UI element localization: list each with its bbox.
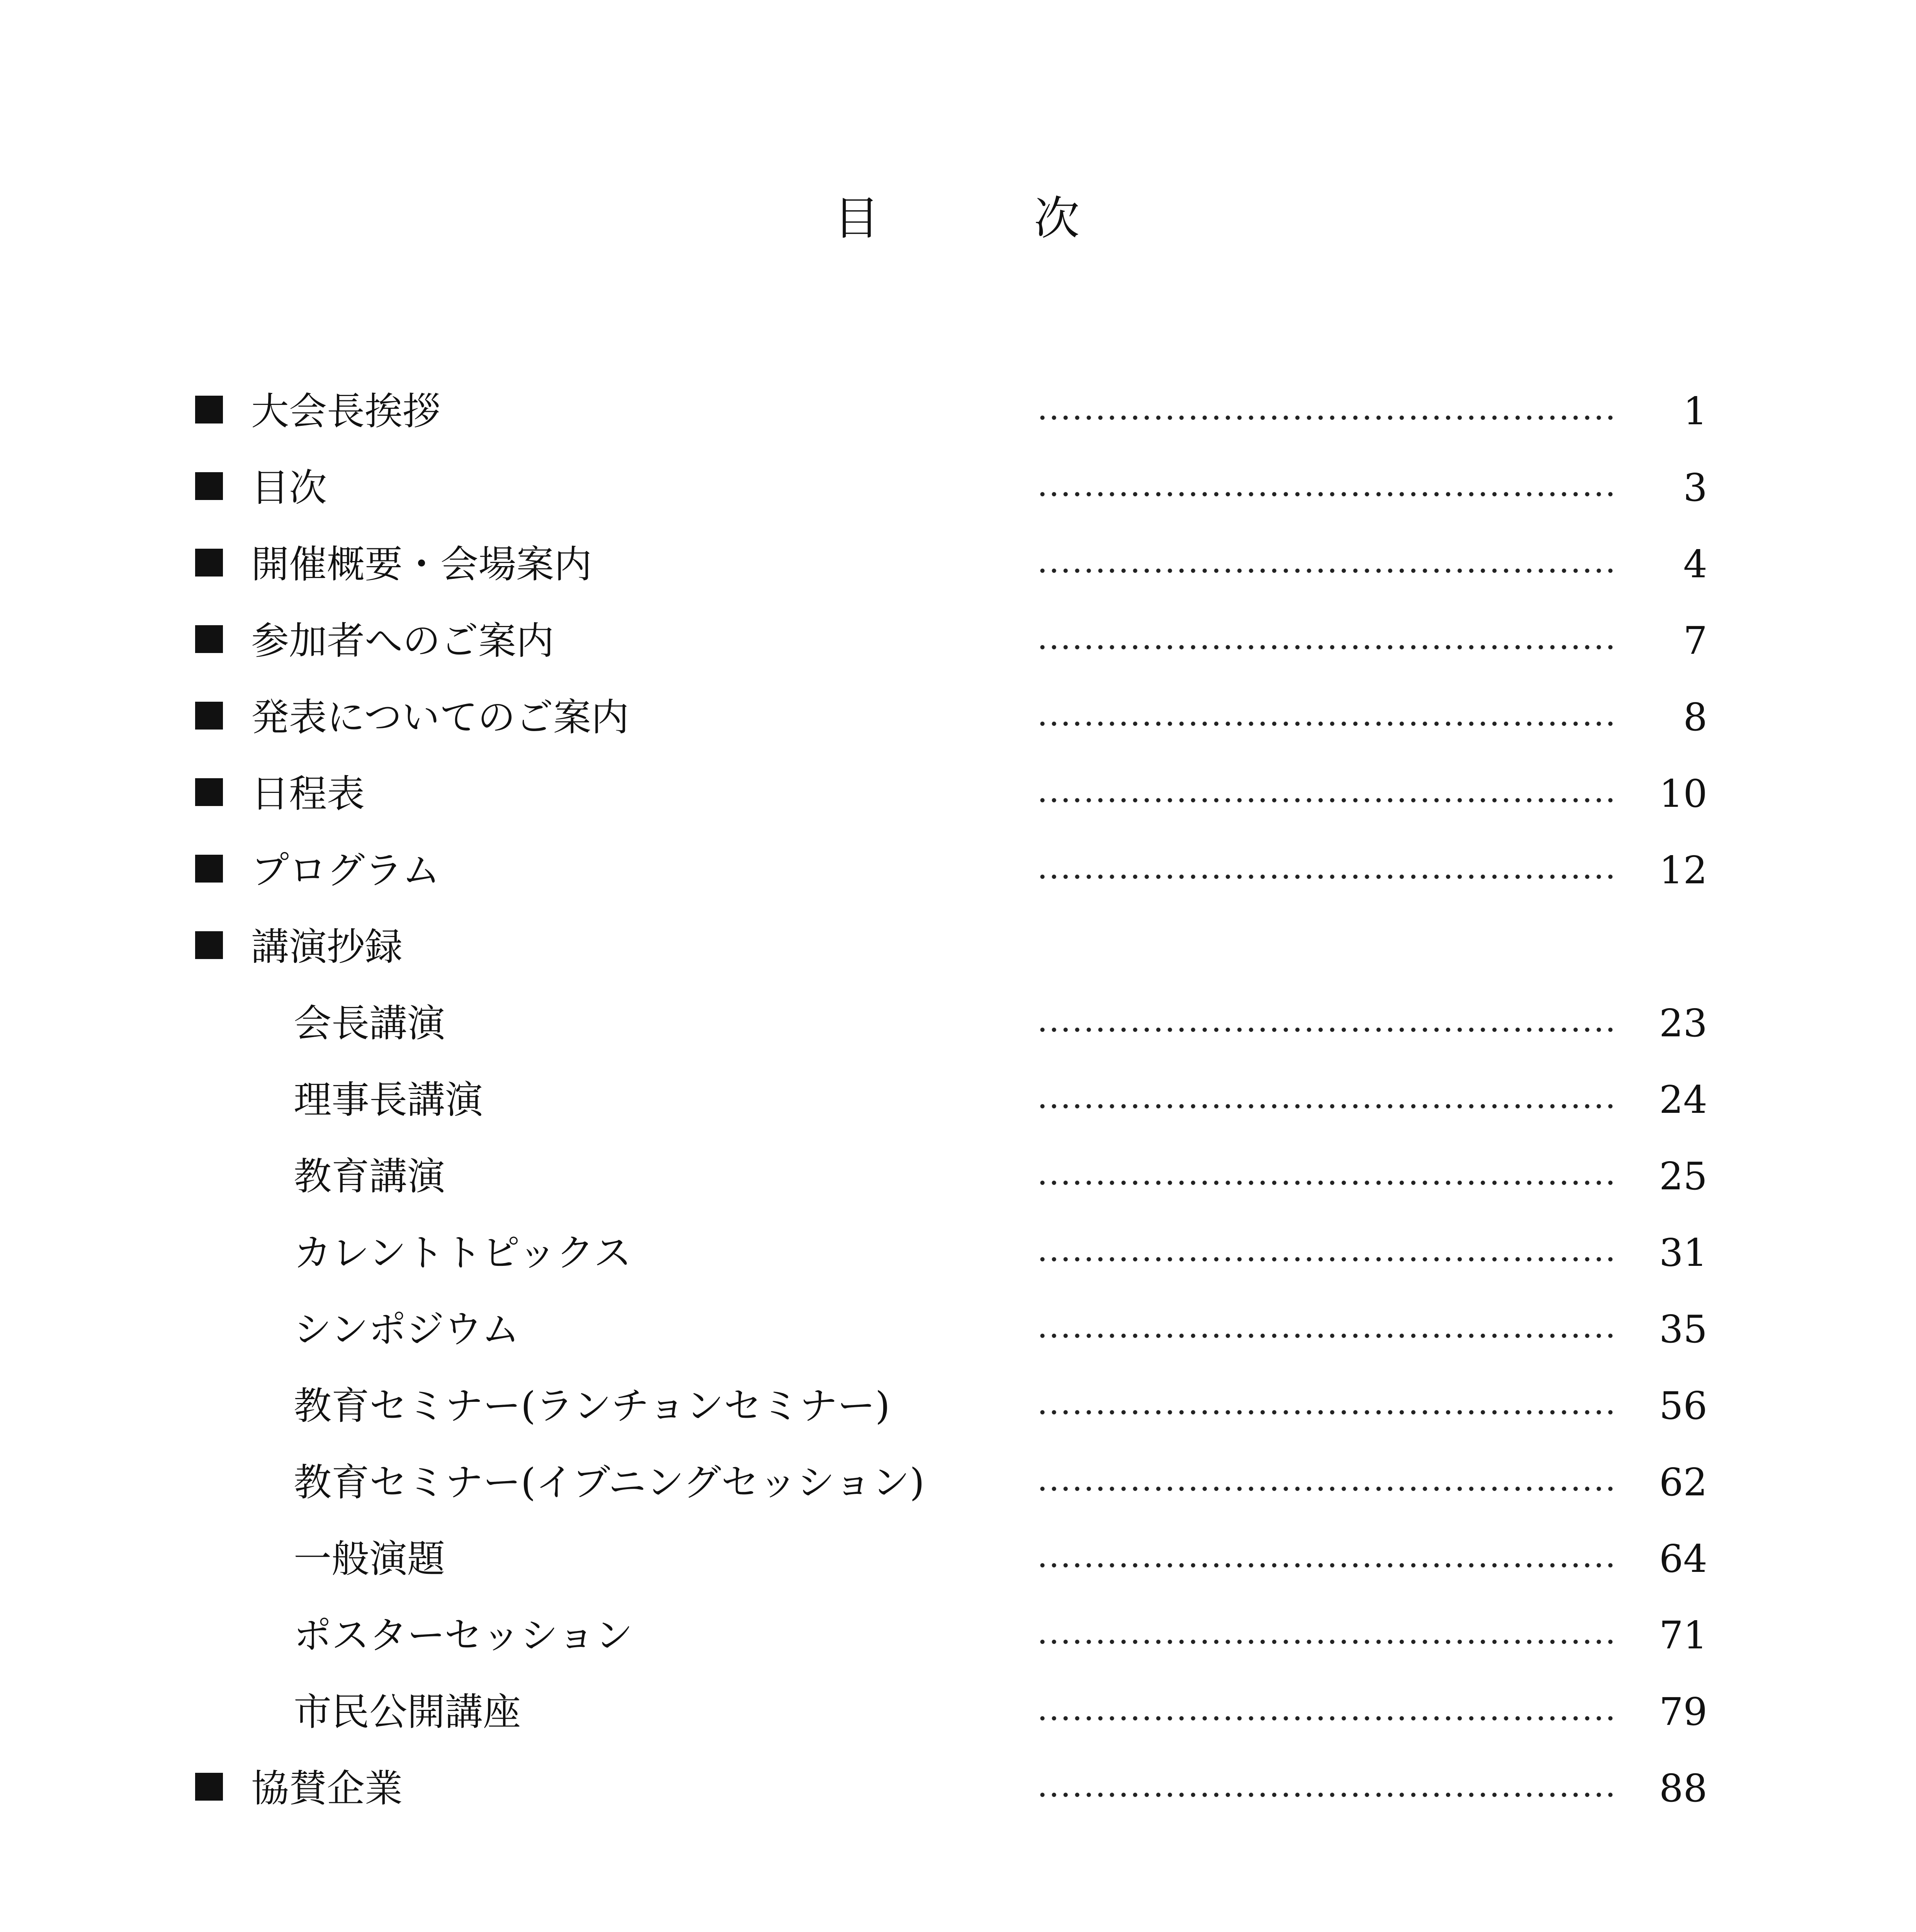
dot-leader <box>1037 1410 1618 1415</box>
title-char-1: 目 <box>834 192 880 245</box>
toc-entry-label: 一般演題 <box>294 1537 445 1581</box>
toc-entry-page: 25 <box>1659 1155 1707 1199</box>
toc-entry-page: 56 <box>1659 1384 1707 1428</box>
toc-entry-label: 日程表 <box>251 772 365 816</box>
toc-entry-overview[interactable] <box>0 526 1916 603</box>
toc-entry-participant-guide[interactable] <box>0 603 1916 679</box>
dot-leader <box>1037 1333 1618 1338</box>
toc-entry-page: 4 <box>1683 543 1707 587</box>
toc-entry-page: 7 <box>1683 619 1707 663</box>
dot-leader <box>1037 721 1618 726</box>
square-bullet-icon <box>195 396 223 423</box>
dot-leader <box>1037 1792 1618 1798</box>
toc-entry-label: 大会長挨拶 <box>251 389 441 434</box>
toc-entry-label: 教育セミナー(イブニングセッション) <box>294 1461 925 1505</box>
toc-entry-page: 12 <box>1659 849 1707 893</box>
toc-entry-contents[interactable] <box>0 450 1916 526</box>
dot-leader <box>1037 874 1618 879</box>
toc-entry-greeting[interactable] <box>0 373 1916 450</box>
toc-entry-label: カレントトピックス <box>294 1231 632 1275</box>
toc-subentry-public-lecture[interactable] <box>0 1674 1916 1750</box>
toc-entry-label: 目次 <box>251 466 327 510</box>
dot-leader <box>1037 798 1618 803</box>
square-bullet-icon <box>195 855 223 883</box>
toc-entry-page: 24 <box>1659 1078 1707 1122</box>
toc-subentry-current-topics[interactable] <box>0 1215 1916 1291</box>
toc-entry-label: 教育セミナー(ランチョンセミナー) <box>294 1384 890 1428</box>
toc-entry-label: 市民公開講座 <box>294 1690 521 1734</box>
toc-entry-label: 発表についてのご案内 <box>251 696 629 740</box>
toc-subentry-symposium[interactable] <box>0 1291 1916 1368</box>
toc-entry-page: 79 <box>1659 1690 1707 1734</box>
toc-entry-page: 71 <box>1659 1614 1707 1658</box>
page-title <box>0 180 1916 257</box>
square-bullet-icon <box>195 625 223 653</box>
toc-subentry-evening-session[interactable] <box>0 1444 1916 1521</box>
toc-subentry-chairman-lecture[interactable] <box>0 1062 1916 1138</box>
dot-leader <box>1037 1716 1618 1721</box>
toc-entry-page: 62 <box>1659 1461 1707 1505</box>
toc-entry-label: 開催概要・会場案内 <box>251 543 592 587</box>
dot-leader <box>1037 415 1618 420</box>
dot-leader <box>1037 1104 1618 1109</box>
toc-entry-label: 教育講演 <box>294 1155 445 1199</box>
square-bullet-icon <box>195 931 223 959</box>
dot-leader <box>1037 568 1618 573</box>
toc-entry-label: 会長講演 <box>294 1002 445 1046</box>
toc-subentry-poster-session[interactable] <box>0 1597 1916 1674</box>
toc-entry-page: 8 <box>1683 696 1707 740</box>
toc-section-label: 講演抄録 <box>251 925 403 969</box>
dot-leader <box>1037 492 1618 497</box>
toc-entry-presentation-guide[interactable] <box>0 679 1916 756</box>
dot-leader <box>1037 1027 1618 1032</box>
square-bullet-icon <box>195 472 223 500</box>
toc-subentry-educational-lecture[interactable] <box>0 1138 1916 1215</box>
toc-entry-program[interactable] <box>0 832 1916 909</box>
title-char-2: 次 <box>1034 192 1080 245</box>
toc-subentry-luncheon-seminar[interactable] <box>0 1368 1916 1444</box>
square-bullet-icon <box>195 1773 223 1801</box>
square-bullet-icon <box>195 778 223 806</box>
square-bullet-icon <box>195 702 223 730</box>
toc-entry-label: 参加者へのご案内 <box>251 619 554 663</box>
toc-subentry-president-lecture[interactable] <box>0 985 1916 1062</box>
square-bullet-icon <box>195 549 223 577</box>
toc-entry-page: 3 <box>1683 466 1707 510</box>
toc-entry-page: 31 <box>1659 1231 1707 1275</box>
dot-leader <box>1037 1257 1618 1262</box>
dot-leader <box>1037 1486 1618 1492</box>
dot-leader <box>1037 645 1618 650</box>
toc-entry-page: 1 <box>1683 389 1707 434</box>
toc-entry-page: 35 <box>1659 1308 1707 1352</box>
toc-entry-label: ポスターセッション <box>294 1614 633 1658</box>
toc-entry-schedule[interactable] <box>0 756 1916 832</box>
dot-leader <box>1037 1563 1618 1568</box>
toc-entry-page: 23 <box>1659 1002 1707 1046</box>
dot-leader <box>1037 1180 1618 1185</box>
toc-entry-label: 協賛企業 <box>251 1767 403 1811</box>
toc-entry-page: 64 <box>1659 1537 1707 1581</box>
toc-subentry-general-presentations[interactable] <box>0 1521 1916 1597</box>
toc-section-abstracts <box>0 909 1916 985</box>
toc-entry-page: 88 <box>1659 1767 1707 1811</box>
toc-entry-sponsors[interactable] <box>0 1750 1916 1827</box>
toc-entry-label: プログラム <box>251 849 440 893</box>
toc-entry-label: 理事長講演 <box>294 1078 483 1122</box>
dot-leader <box>1037 1639 1618 1645</box>
toc-entry-label: シンポジウム <box>294 1308 520 1352</box>
toc-entry-page: 10 <box>1659 772 1707 816</box>
